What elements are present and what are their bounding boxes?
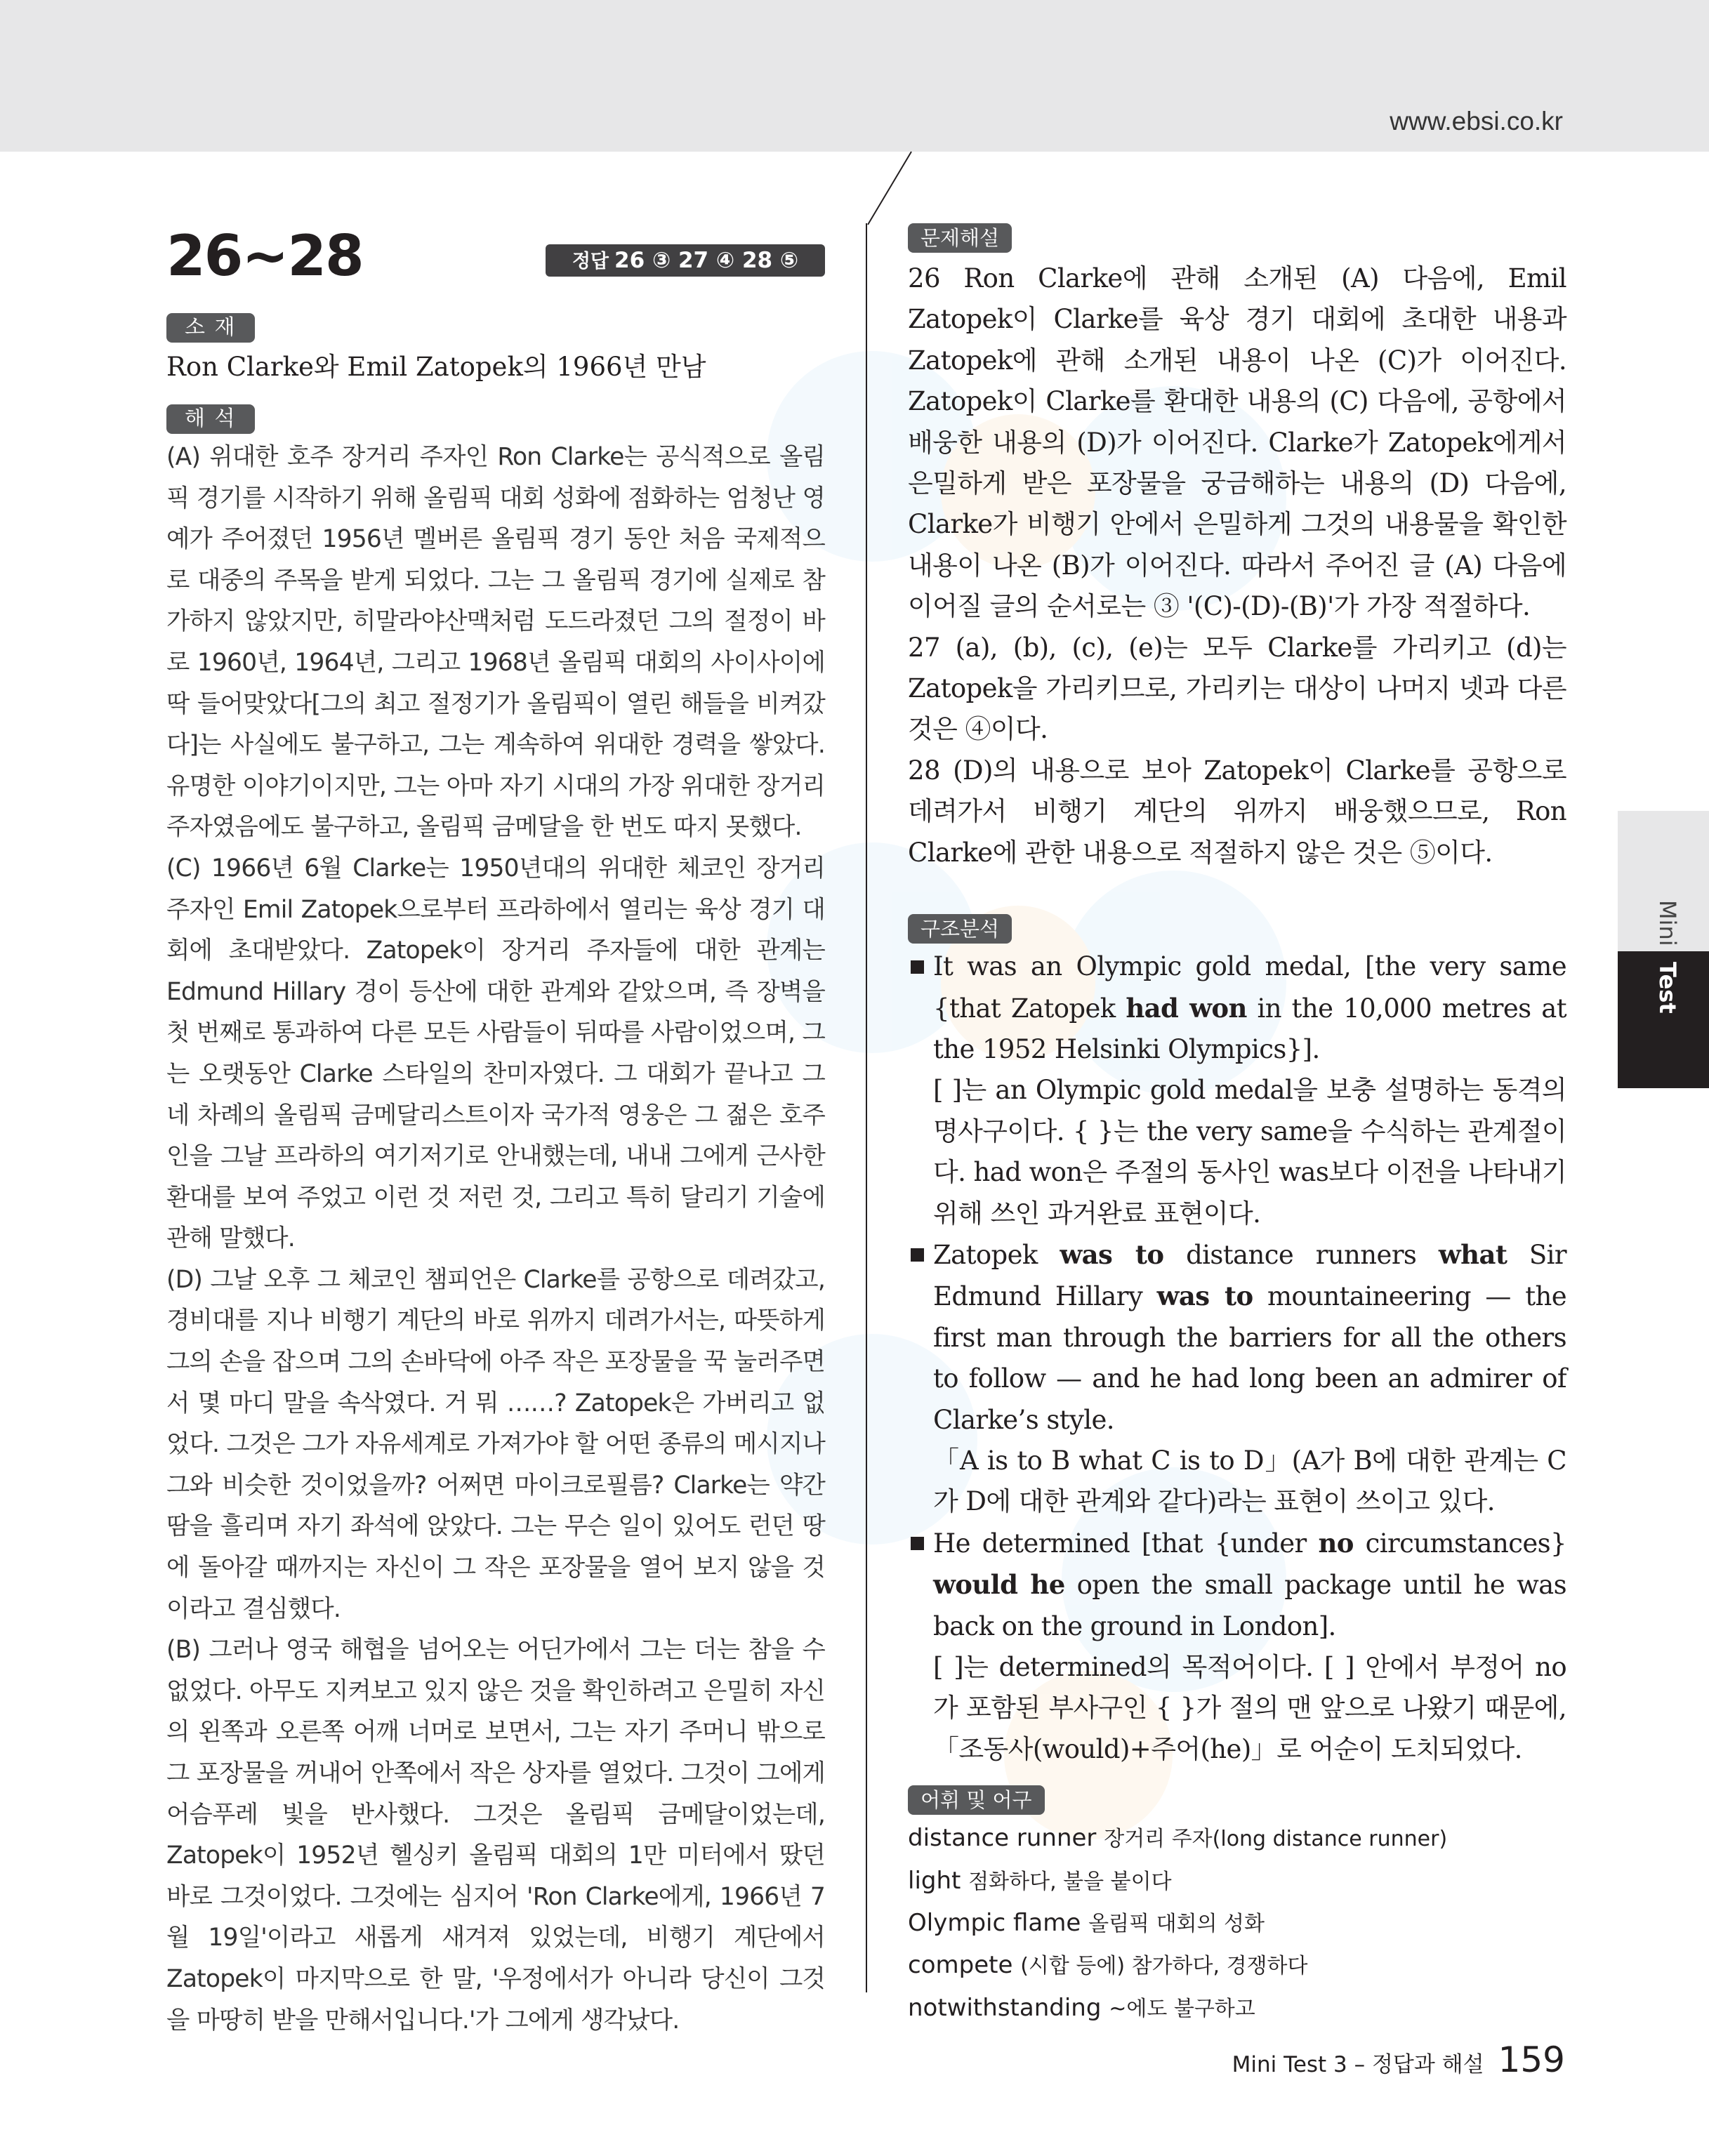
left-column [166,225,825,2041]
site-url[interactable]: www.ebsi.co.kr [1390,107,1563,135]
answer-values: 26 ③ 27 ④ 28 ⑤ [614,248,799,273]
structure-sentence-text: Zatopek was to distance runners what Sir Edmund Hillary was to mountaineering — the first man through the barriers for all the others to follow — and he had long been an admirer of Clarke’s style. [933,1238,1566,1435]
structure-note-3: [ ]는 determined의 목적어이다. [ ] 안에서 부정어 no가 포함된 부사구인 { }가 절의 맨 앞으로 나왔기 때문에, 「조동사(would)+주어(he)」로 어순이 도치되었다. [933,1652,1566,1764]
question-range: 26~28 [166,223,363,289]
translation-tag: 해 석 [166,404,255,434]
vocab-item: light 점화하다, 불을 붙이다 [908,1866,1172,1895]
subject-tag: 소 재 [166,313,255,343]
page-number: 159 [1498,2039,1565,2080]
structure-sentence-1 [908,946,1566,1070]
bullet-square-icon [911,960,924,974]
vocab-item: Olympic flame 올림픽 대회의 성화 [908,1909,1265,1938]
vocab-item: compete (시합 등에) 참가하다, 경쟁하다 [908,1951,1308,1980]
vocab-item: distance runner 장거리 주자(long distance runner) [908,1824,1448,1853]
side-tab-mini-label: Mini [1654,900,1681,946]
column-divider [866,223,867,1992]
answer-badge [546,244,825,277]
structure-sentence-text: It was an Olympic gold medal, [the very same {that Zatopek had won in the 10,000 metres at the 1952 Helsinki Olympics}]. [933,951,1567,1064]
structure-note-2: 「A is to B what C is to D」(A가 B에 대한 관계는 C가 D에 대한 관계와 같다)라는 표현이 쓰이고 있다. [933,1445,1566,1517]
translation-paragraph-a: (A) 위대한 호주 장거리 주자인 Ron Clarke는 공식적으로 올림픽 경기를 시작하기 위해 올림픽 대회 성화에 점화하는 엄청난 영예가 주어졌던 1956년 멜버른 올림픽 경기 동안 처음 국제적으로 대중의 주목을 받게 되었다. 그는 그 올림픽 경기에 실제로 참가하지 않았지만, 히말라야산맥처럼 도드라졌던 그의 절정이 바로 1960년, 1964년, 그리고 1968년 올림픽 대회의 사이사이에 딱 들어맞았다[그의 최고 절정기가 올림픽이 열린 해들을 비켜갔다]는 사실에도 불구하고, 그는 계속하여 위대한 경력을 쌓았다. 유명한 이야기이지만, 그는 아마 자기 시대의 가장 위대한 장거리 주자였음에도 불구하고, 올림픽 금메달을 한 번도 따지 못했다. [166,443,825,842]
page-footer [1232,2039,1565,2080]
structure-sentence-3 [908,1523,1566,1647]
side-tab-test-label: Test [1654,962,1681,1014]
vocab-tag: 어휘 및 어구 [908,1785,1045,1815]
explanation-27: 27 (a), (b), (c), (e)는 모두 Clarke를 가리키고 (d)는 Zatopek을 가리키므로, 가리키는 대상이 나머지 넷과 다른 것은 ④이다. [908,632,1566,745]
subject-text: Ron Clarke와 Emil Zatopek의 1966년 만남 [166,352,706,382]
structure-list [908,946,1566,1770]
translation-paragraph-b: (B) 그러나 영국 해협을 넘어오는 어딘가에서 그는 더는 참을 수 없었다. 아무도 지켜보고 있지 않은 것을 확인하려고 은밀히 자신의 왼쪽과 오른쪽 어깨 너머로 보면서, 그는 자기 주머니 밖으로 그 포장물을 꺼내어 안쪽에서 작은 상자를 열었다. 그것이 그에게 어슴푸레 빛을 반사했다. 그것은 올림픽 금메달이었는데, Zatopek이 1952년 헬싱키 올림픽 대회의 1만 미터에서 땄던 바로 그것이었다. 그것에는 심지어 'Ron Clarke에게, 1966년 7월 19일'이라고 새롭게 새겨져 있었는데, 비행기 계단에서 Zatopek이 마지막으로 한 말, '우정에서가 아니라 당신이 그것을 마땅히 받을 만해서입니다.'가 그에게 생각났다. [166,1636,825,2035]
structure-tag: 구조분석 [908,914,1012,944]
right-column [908,223,1566,2030]
structure-sentence-text: He determined [that {under no circumstances} would he open the small package until he was back on the ground in London]. [933,1527,1566,1641]
structure-sentence-2 [908,1234,1566,1441]
bullet-square-icon [911,1248,924,1262]
explanation-28: 28 (D)의 내용으로 보아 Zatopek이 Clarke를 공항으로 데려가서 비행기 계단의 위까지 배웅했으므로, Ron Clarke에 관한 내용으로 적절하지 않은 것은 ⑤이다. [908,755,1566,868]
translation-paragraph-c: (C) 1966년 6월 Clarke는 1950년대의 위대한 체코인 장거리 주자인 Emil Zatopek으로부터 프라하에서 열리는 육상 경기 대회에 초대받았다. Zatopek이 장거리 주자들에 대한 관계는 Edmund Hillary 경이 등산에 대한 관계와 같았으며, 즉 장벽을 첫 번째로 통과하여 다른 모든 사람들이 뒤따를 사람이었으며, 그는 오랫동안 Clarke 스타일의 찬미자였다. 그 대회가 끝나고 그 네 차례의 올림픽 금메달리스트이자 국가적 영웅은 그 젊은 호주인을 그날 프라하의 여기저기로 안내했는데, 내내 그에게 근사한 환대를 보여 주었고 이런 것 저런 것, 그리고 특히 달리기 기술에 관해 말했다. [166,854,825,1253]
structure-note-1: [ ]는 an Olympic gold medal을 보충 설명하는 동격의 명사구이다. { }는 the very same을 수식하는 관계절이다. had won은 주절의 동사인 was보다 이전을 나타내기 위해 쓰인 과거완료 표현이다. [933,1075,1566,1229]
translation-paragraph-d: (D) 그날 오후 그 체코인 챔피언은 Clarke를 공항으로 데려갔고, 경비대를 지나 비행기 계단의 바로 위까지 데려가서는, 따뜻하게 그의 손을 잡으며 그의 손바닥에 아주 작은 포장물을 꾹 눌러주면서 몇 마디 말을 속삭였다. 거 뭐 ……? Zatopek은 가버리고 없었다. 그것은 그가 자유세계로 가져가야 할 어떤 종류의 메시지나 그와 비슷한 것이었을까? 어쩌면 마이크로필름? Clarke는 약간 땀을 흘리며 자기 좌석에 앉았다. 그는 무슨 일이 있어도 런던 땅에 돌아갈 때까지는 자신이 그 작은 포장물을 열어 보지 않을 것이라고 결심했다. [166,1265,825,1623]
footer-label: Mini Test 3 – 정답과 해설 [1232,2052,1484,2077]
answer-label: 정답 [572,251,609,272]
explanation-tag: 문제해설 [908,223,1012,253]
vocab-item: notwithstanding ~에도 불구하고 [908,1993,1255,2022]
bullet-square-icon [911,1537,924,1550]
vocab-list [908,1818,1566,2030]
explanation-26: 26 Ron Clarke에 관해 소개된 (A) 다음에, Emil Zatopek이 Clarke를 육상 경기 대회에 초대한 내용과 Zatopek에 관해 소개된 내용이 나온 (C)가 이어진다. Zatopek이 Clarke를 환대한 내용의 (C) 다음에, 공항에서 배웅한 내용의 (D)가 이어진다. Clarke가 Zatopek에게서 은밀하게 받은 포장물을 궁금해하는 내용의 (D) 다음에, Clarke가 비행기 안에서 은밀하게 그것의 내용물을 확인한 내용이 나온 (B)가 이어진다. 따라서 주어진 글 (A) 다음에 이어질 글의 순서로는 ③ '(C)-(D)-(B)'가 가장 적절하다. [908,263,1566,622]
